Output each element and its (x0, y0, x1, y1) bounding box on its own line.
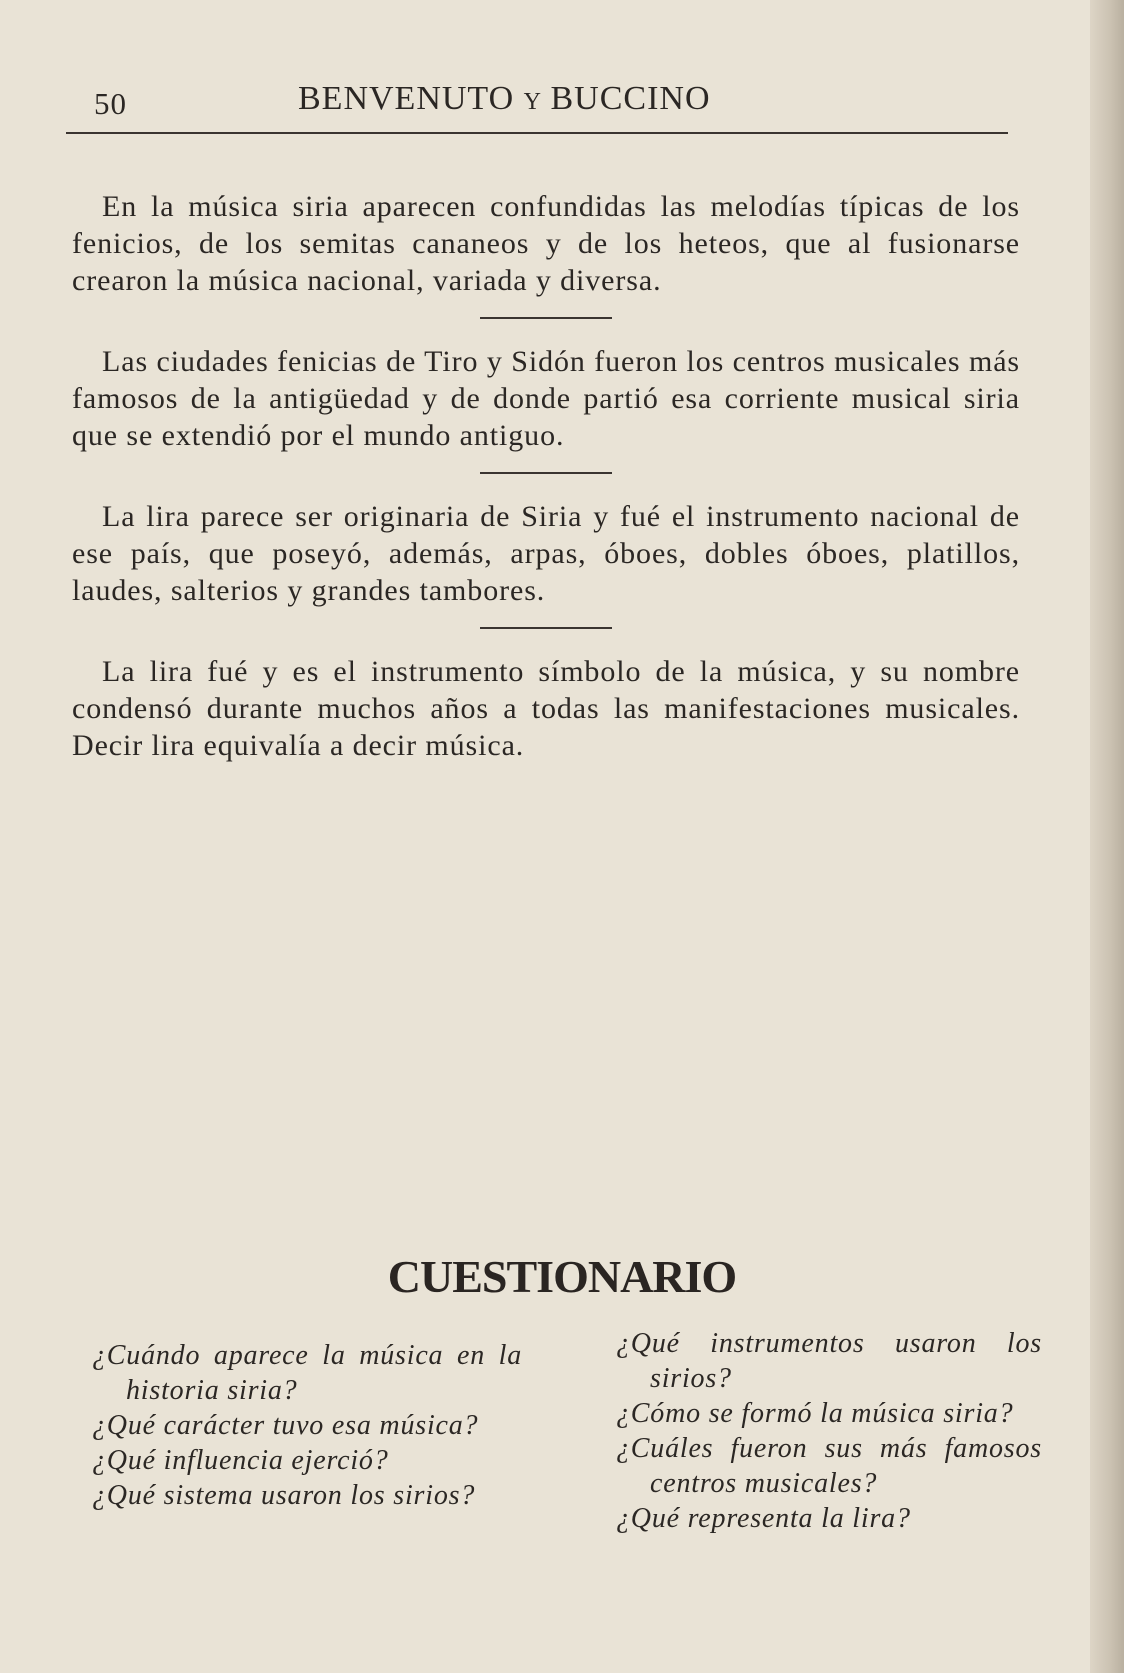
running-title (298, 80, 711, 118)
running-title-part1: BENVENUTO (298, 80, 515, 117)
paragraph-lyre-symbol: La lira fué y es el instrumento símbolo de la música, y su nombre condensó durante muchos años a todas las manifestaciones musicales. Decir lira equivalía a decir música. (72, 655, 1020, 762)
paragraph-lyre-origin: La lira parece ser originaria de Siria y fué el instrumento nacional de ese país, que poseyó, además, arpas, óboes, dobles óboes, platillos, laudes, salterios y grandes tambores. (72, 500, 1020, 607)
questionnaire-title: CUESTIONARIO (387, 1251, 737, 1302)
running-header (66, 72, 1008, 134)
question-item: ¿Cuáles fueron sus más famosos centros musicales? (616, 1433, 1042, 1499)
questionnaire-right-column (616, 1326, 1042, 1536)
running-title-part2: BUCCINO (550, 80, 711, 117)
question-item: ¿Qué influencia ejerció? (92, 1445, 389, 1476)
paragraph-syrian-music: En la música siria aparecen confundidas las melodías típicas de los fenicios, de los semitas cananeos y de los heteos, que al fusionarse crearon la música nacional, variada y diversa. (72, 190, 1020, 297)
question-item: ¿Qué instrumentos usaron los sirios? (616, 1328, 1042, 1394)
question-item: ¿Cómo se formó la música siria? (616, 1398, 1014, 1429)
running-title-conjunction: Y (523, 89, 541, 115)
question-item: ¿Qué sistema usaron los sirios? (92, 1480, 476, 1511)
body-text (72, 188, 1020, 764)
paragraph-tyre-sidon: Las ciudades fenicias de Tiro y Sidón fueron los centros musicales más famosos de la antigüedad y de donde partió esa corriente musical siria que se extendió por el mundo antiguo. (72, 345, 1020, 452)
questionnaire-left-column (92, 1338, 522, 1513)
question-item: ¿Qué representa la lira? (616, 1503, 911, 1534)
page-number: 50 (94, 86, 127, 121)
section-divider (480, 472, 612, 474)
question-item: ¿Cuándo aparece la música en la historia siria? (92, 1340, 522, 1406)
section-divider (480, 627, 612, 629)
question-item: ¿Qué carácter tuvo esa música? (92, 1410, 479, 1441)
section-divider (480, 317, 612, 319)
page-edge-shadow (1090, 0, 1124, 1673)
